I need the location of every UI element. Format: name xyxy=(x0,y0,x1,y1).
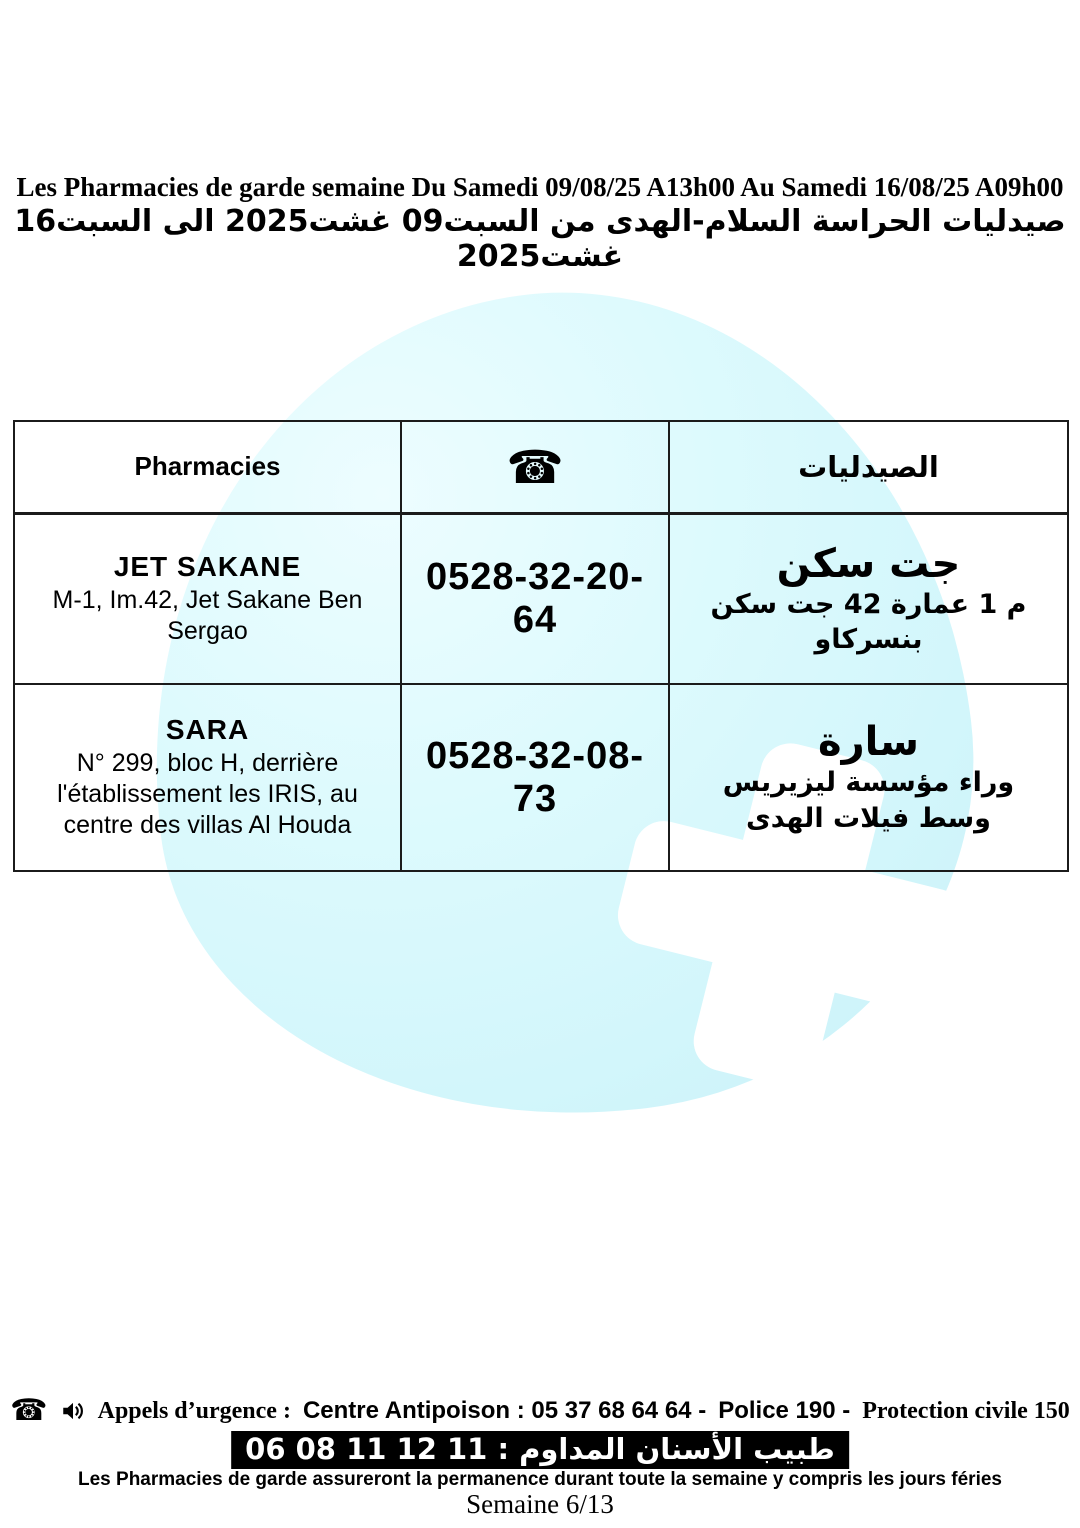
phone-icon: ☎ xyxy=(401,421,669,513)
pharmacy-cell-phone xyxy=(401,513,669,684)
column-header-pharmacies-arabic: الصيدليات xyxy=(669,421,1068,513)
pharmacies-table xyxy=(13,420,1069,872)
dentist-phone-number: 06 08 11 12 11 xyxy=(245,1432,488,1466)
pharmacy-cell-arabic xyxy=(669,684,1068,871)
pharmacy-cell-arabic xyxy=(669,513,1068,684)
pharmacy-cell-french xyxy=(14,513,401,684)
speaker-icon xyxy=(60,1398,86,1424)
phone-icon: ☎ xyxy=(10,1393,48,1428)
protection-civile-number: Protection civile 150 xyxy=(862,1397,1070,1424)
page-title-french: Les Pharmacies de garde semaine Du Samedi 09/08/25 A13h00 Au Samedi 16/08/25 A09h00 xyxy=(16,172,1064,202)
table-row xyxy=(14,684,1068,871)
emergency-label: Appels d’urgence : xyxy=(97,1397,291,1424)
dentist-on-duty-banner xyxy=(231,1431,849,1469)
antipoison-number: Centre Antipoison : 05 37 68 64 64 - xyxy=(302,1397,707,1424)
pharmacy-address: N° 299, bloc H, derrière l'établissement les IRIS, au centre des villas Al Houda xyxy=(57,748,358,840)
dentist-label-arabic: طبيب الأسنان المداوم : xyxy=(497,1432,835,1466)
pharmacy-cell-french xyxy=(14,684,401,871)
column-header-pharmacies: Pharmacies xyxy=(14,421,401,513)
permanence-note: Les Pharmacies de garde assureront la permanence durant toute la semaine y compris les jours féries xyxy=(78,1469,1002,1490)
police-number: Police 190 - xyxy=(718,1397,851,1424)
week-indicator: Semaine 6/13 xyxy=(466,1489,614,1519)
table-header-row xyxy=(14,421,1068,513)
pharmacy-address-arabic: م 1 عمارة 42 جت سكن بنسركاو xyxy=(710,588,1027,655)
pharmacy-name-arabic: سارة xyxy=(818,719,919,766)
pharmacy-name: SARA xyxy=(165,713,250,745)
page-title-arabic: صيدليات الحراسة السلام-الهدى من السبت09 غشت2025 الى السبت16 غشت2025 xyxy=(14,204,1066,274)
pharmacy-cell-phone xyxy=(401,684,669,871)
emergency-numbers-line xyxy=(0,1393,1080,1428)
pharmacy-address: M-1, Im.42, Jet Sakane Ben Sergao xyxy=(52,585,363,645)
pharmacy-phone-number: 0528-32-20-64 xyxy=(425,555,645,641)
table-row xyxy=(14,513,1068,684)
pharmacy-address-arabic: وراء مؤسسة ليزيريس وسط فيلات الهدى xyxy=(722,767,1015,834)
pharmacy-phone-number: 0528-32-08-73 xyxy=(425,734,645,820)
pharmacy-name-arabic: جت سكن xyxy=(776,540,961,587)
pharmacy-name: JET SAKANE xyxy=(113,550,302,582)
